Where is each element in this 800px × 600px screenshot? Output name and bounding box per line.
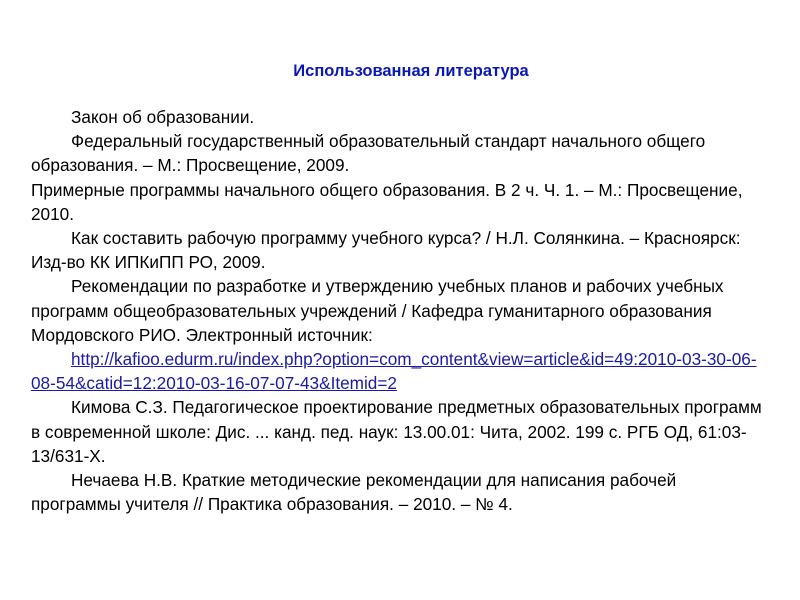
reference-link-line <box>31 347 763 395</box>
reference-link[interactable]: http://kafioo.edurm.ru/index.php?option=com_content&view=article&id=49:2010-03-30-06-08-54&catid=12:2010-03-16-07-07-43&Itemid=2 <box>31 349 757 394</box>
reference-item: Примерные программы начального общего образования. В 2 ч. Ч. 1. – М.: Просвещение, 2010. <box>31 179 743 224</box>
reference-item: Нечаева Н.В. Краткие методические рекомендации для написания рабочей программы учителя // Практика образования. – 2010. – № 4. <box>31 470 677 515</box>
reference-item: Как составить рабочую программу учебного курса? / Н.Л. Солянкина. – Красноярск: Изд-во КК ИПКиПП РО, 2009. <box>31 228 741 273</box>
reference-item: Федеральный государственный образовательный стандарт начального общего образования. – М.: Просвещение, 2009. <box>31 131 706 176</box>
slide-title: Использованная литература <box>293 62 529 80</box>
reference-item: Рекомендации по разработке и утверждению учебных планов и рабочих учебных программ общеобразовательных учреждений / Кафедра гуманитарного образования Мордовского РИО. Электронный источник: <box>31 276 724 345</box>
reference-item: Закон об образовании. <box>71 107 255 127</box>
references-list <box>31 105 763 516</box>
reference-item: Кимова С.З. Педагогическое проектирование предметных образовательных программ в современной школе: Дис. ... канд. пед. наук: 13.00.01: Чита, 2002. 199 с. РГБ ОД, 61:03-13/631-Х. <box>31 397 762 466</box>
